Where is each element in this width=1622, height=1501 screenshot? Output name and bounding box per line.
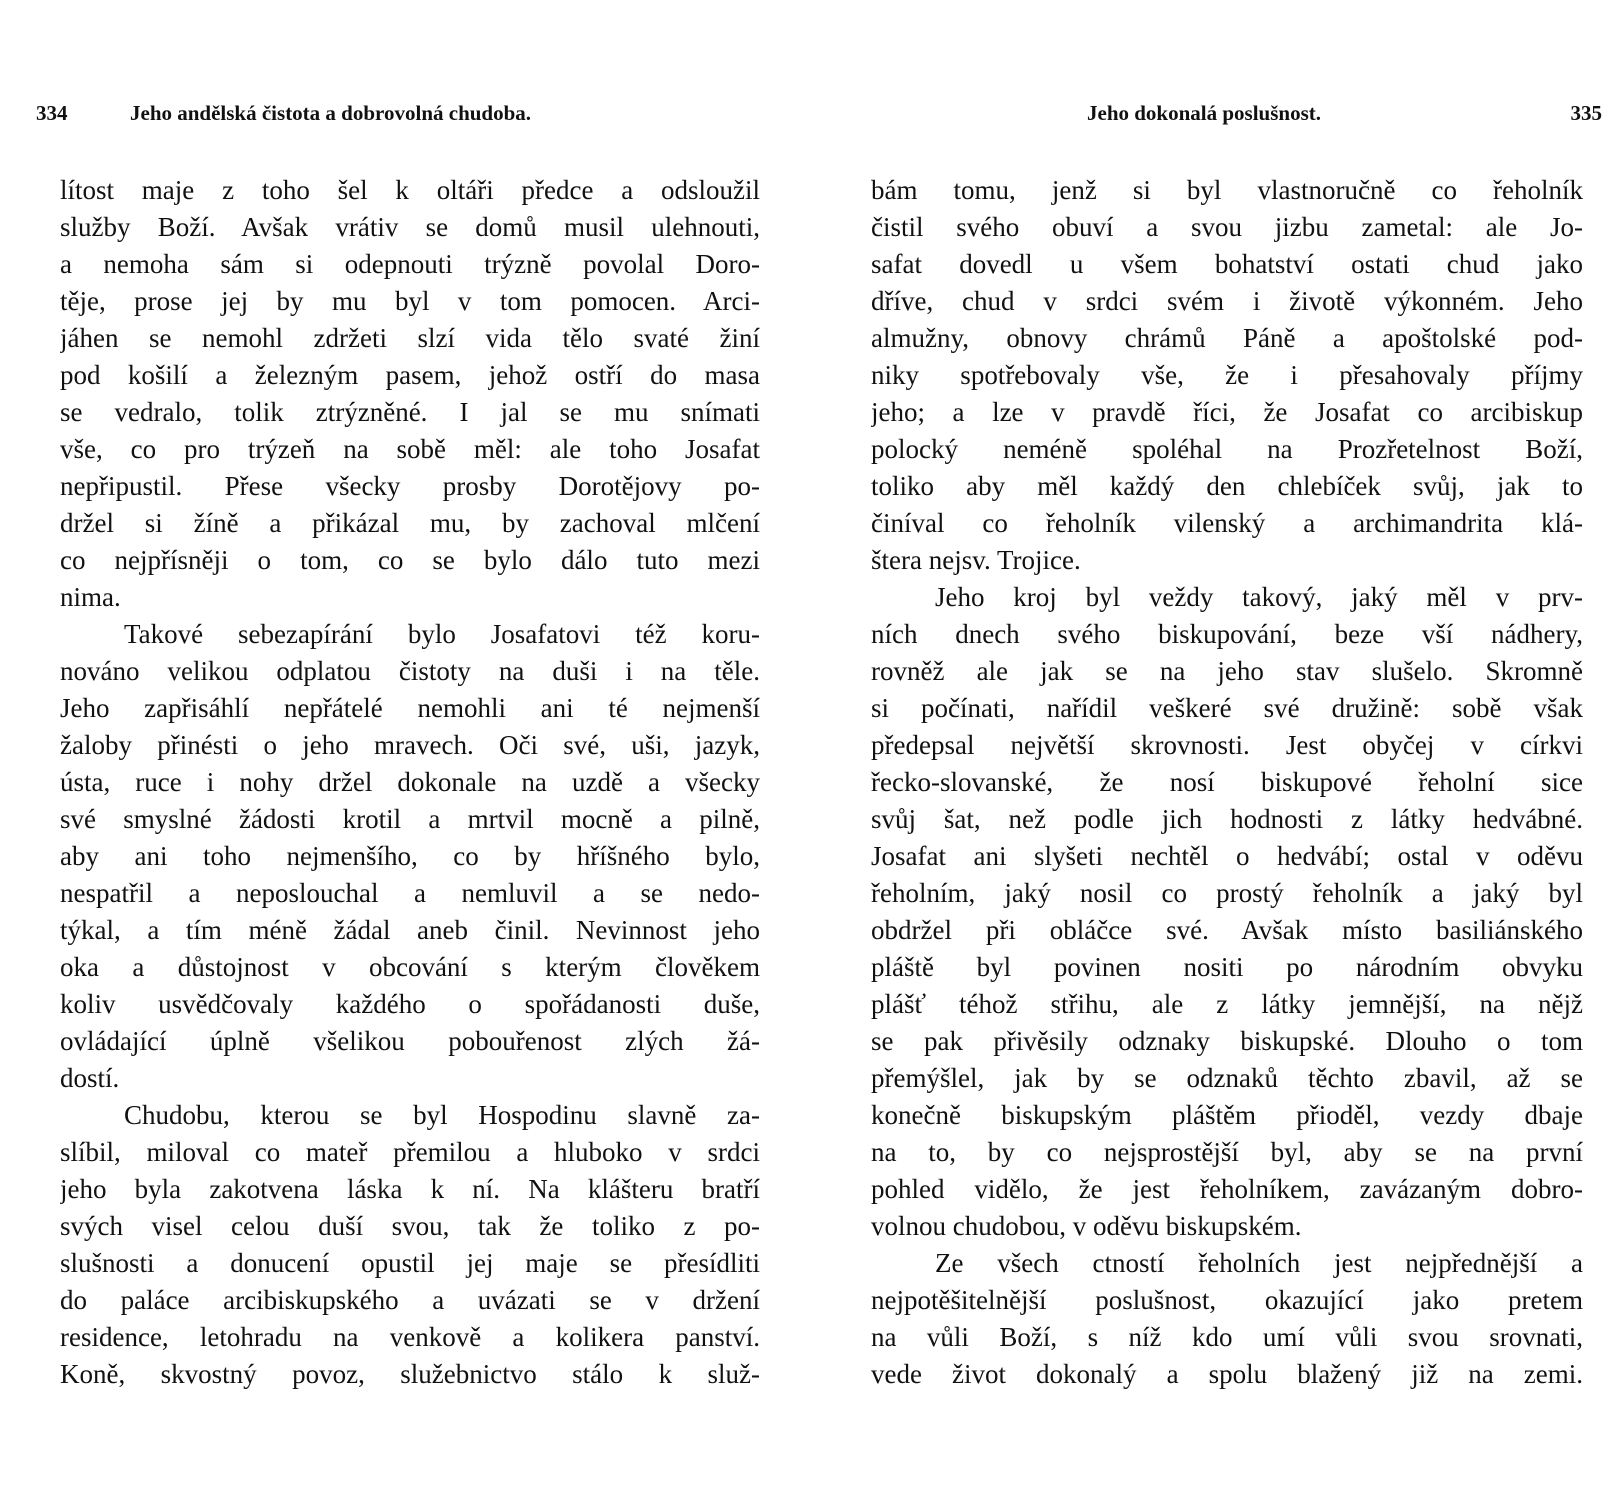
left-page-number: 334 [36,101,68,125]
text-line: své smyslné žádosti krotil a mrtvil mocně a pilně, [60,804,760,834]
text-line: toliko aby měl každý den chlebíček svůj, jak to [871,471,1583,501]
text-line: a nemoha sám si odepnouti trýzně povolal Doro- [60,249,760,279]
text-line: na vůli Boží, s níž kdo umí vůli svou srovnati, [871,1322,1583,1352]
text-line: konečně biskupským pláštěm přioděl, vezdy dbaje [871,1100,1583,1130]
text-line: jeho byla zakotvena láska k ní. Na klášteru bratří [60,1174,760,1204]
text-line: týkal, a tím méně žádal aneb činil. Nevinnost jeho [60,915,760,945]
text-line: koliv usvědčovaly každého o spořádanosti duše, [60,989,760,1019]
text-line: nepřipustil. Přese všecky prosby Dorotějovy po- [60,471,760,501]
text-line: polocký neméně spoléhal na Prozřetelnost Boží, [871,434,1583,464]
text-line: residence, letohradu na venkově a kolikera panství. [60,1322,760,1352]
text-line: vše, co pro trýzeň na sobě měl: ale toho Josafat [60,434,760,464]
text-line: řecko-slovanské, že nosí biskupové řeholní sice [871,767,1583,797]
text-line: si počínati, nařídil veškeré své družině: sobě však [871,693,1583,723]
text-line: Jeho zapřisáhlí nepřátelé nemohli ani té nejmenší [60,693,760,723]
text-line: bám tomu, jenž si byl vlastnoručně co řeholník [871,175,1583,205]
text-line: ovládající úplně všelikou pobouřenost zlých žá- [60,1026,760,1056]
text-line: dostí. [60,1063,120,1093]
text-line: svých visel celou duší svou, tak že toliko z po- [60,1211,760,1241]
text-line: štera nejsv. Trojice. [871,545,1081,575]
text-line: nima. [60,582,121,612]
right-page-header [871,98,1602,128]
left-page-header [36,98,776,128]
text-line: jeho; a lze v pravdě říci, že Josafat co arcibiskup [871,397,1583,427]
left-page-body [60,172,760,1393]
text-line: niky spotřebovaly vše, že i přesahovaly příjmy [871,360,1583,390]
text-line: oka a důstojnost v obcování s kterým člověkem [60,952,760,982]
text-line: pláště byl povinen nositi po národním obvyku [871,952,1583,982]
text-line: přemýšlel, jak by se odznaků těchto zbavil, až se [871,1063,1583,1093]
text-line: obdržel při obláčce své. Avšak místo basiliánského [871,915,1583,945]
text-line: ústa, ruce i nohy držel dokonale na uzdě a všecky [60,767,760,797]
text-line: pohled vidělo, že jest řeholníkem, zavázaným dobro- [871,1174,1583,1204]
text-line: Chudobu, kterou se byl Hospodinu slavně za- [124,1100,760,1130]
text-line: almužny, obnovy chrámů Páně a apoštolské pod- [871,323,1583,353]
text-line: držel si žíně a přikázal mu, by zachoval mlčení [60,508,760,538]
text-line: svůj šat, než podle jich hodnosti z látky hedvábné. [871,804,1583,834]
text-line: se pak přivěsily odznaky biskupské. Dlouho o tom [871,1026,1583,1056]
right-running-title: Jeho dokonalá poslušnost. [1087,101,1322,125]
right-page-number: 335 [1570,101,1602,125]
right-page-body [871,172,1583,1393]
text-line: safat dovedl u všem bohatství ostati chud jako [871,249,1583,279]
text-line: slušnosti a donucení opustil jej maje se přesídliti [60,1248,760,1278]
text-line: ních dnech svého biskupování, beze vší nádhery, [871,619,1583,649]
text-line: dříve, chud v srdci svém i životě výkonném. Jeho [871,286,1583,316]
text-line: Koně, skvostný povoz, služebnictvo stálo k služ- [60,1359,760,1389]
text-line: do paláce arcibiskupského a uvázati se v držení [60,1285,760,1315]
text-line: slíbil, miloval co mateř přemilou a hluboko v srdci [60,1137,760,1167]
text-line: se vedralo, tolik ztrýzněné. I jal se mu snímati [60,397,760,427]
text-line: služby Boží. Avšak vrátiv se domů musil ulehnouti, [60,212,760,242]
text-line: plášť téhož střihu, ale z látky jemnější, na nějž [871,989,1583,1019]
text-line: těje, prose jej by mu byl v tom pomocen. Arci- [60,286,760,316]
text-line: co nejpřísněji o tom, co se bylo dálo tuto mezi [60,545,760,575]
text-line: rovněž ale jak se na jeho stav slušelo. Skromně [871,656,1583,686]
right-page [811,0,1622,1501]
text-line: nespatřil a neposlouchal a nemluvil a se nedo- [60,878,760,908]
text-line: jáhen se nemohl zdržeti slzí vida tělo svaté žiní [60,323,760,353]
text-line: předepsal největší skrovnosti. Jest obyčej v církvi [871,730,1583,760]
text-line: nováno velikou odplatou čistoty na duši i na těle. [60,656,760,686]
text-line: Ze všech ctností řeholních jest nejpřednější a [935,1248,1583,1278]
text-line: Takové sebezapírání bylo Josafatovi též koru- [124,619,760,649]
text-line: pod košilí a železným pasem, jehož ostří do masa [60,360,760,390]
text-line: na to, by co nejsprostější byl, aby se na první [871,1137,1583,1167]
text-line: žaloby přinésti o jeho mravech. Oči své, uši, jazyk, [60,730,760,760]
text-line: řeholním, jaký nosil co prostý řeholník a jaký byl [871,878,1583,908]
text-line: vede život dokonalý a spolu blažený již na zemi. [871,1359,1583,1389]
text-line: volnou chudobou, v oděvu biskupském. [871,1211,1302,1241]
text-line: aby ani toho nejmenšího, co by hříšného bylo, [60,841,760,871]
text-line: lítost maje z toho šel k oltáři předce a odsloužil [60,175,760,205]
left-running-title: Jeho andělská čistota a dobrovolná chudoba. [130,101,532,125]
text-line: Josafat ani slyšeti nechtěl o hedvábí; ostal v oděvu [871,841,1583,871]
text-line: Jeho kroj byl veždy takový, jaký měl v prv- [935,582,1583,612]
text-line: nejpotěšitelnější poslušnost, okazující jako pretem [871,1285,1583,1315]
text-line: čistil svého obuví a svou jizbu zametal: ale Jo- [871,212,1583,242]
text-line: činíval co řeholník vilenský a archimandrita klá- [871,508,1583,538]
